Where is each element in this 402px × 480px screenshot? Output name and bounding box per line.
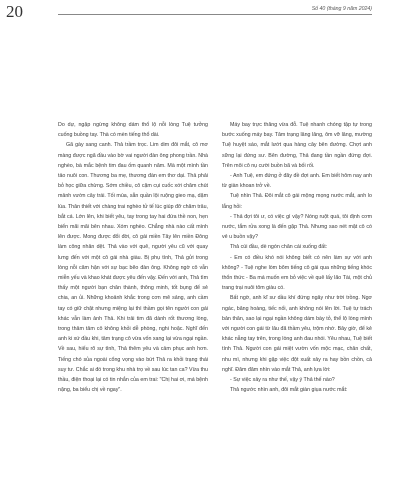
paragraph: Do dự, ngập ngừng không dám thổ lộ nỗi lòng Tuệ tưởng cuống buồng tay. Thà có mèn tiếng thổ dài. <box>58 122 208 139</box>
paragraph: - Sự việc xảy ra như thế, vậy ý Thả thế nào? <box>230 377 335 384</box>
header-rule <box>58 14 372 15</box>
paragraph: - Thả đợi tôi ư, có việc gì vậy? Nóng ruột quá, tôi định cơm nước, tắm rửa xong là đến gặp Thả. Nhưng sao nét mặt cô có vẻ u buồn vậy? <box>222 213 372 241</box>
paragraph: - Anh Tuệ, em đứng ở đây đề đợi anh. Em biết hôm nay anh từ giàn khoan trở về. <box>222 173 372 190</box>
left-column <box>58 120 208 395</box>
right-column <box>222 120 372 395</box>
page-number: 20 <box>6 2 23 21</box>
paragraph: Bất ngờ, anh kĩ sư dầu khí đứng ngây như trời trồng. Ngơ ngác, băng hoàng, tiếc nối, anh không nói lên lời. Tuệ tự trách bản thân, sao lại ngại ngần không dám bày tỏ, thể lộ lòng mình với người con gái từ lâu đã thầm yêu, trộm nhớ. Bây giờ, để kẻ khác nẫng tay trên, trong lòng anh đau nhói. Yêu nhau, Tuệ biết tính Thả. Người con gái miệt vườn vốn mộc mạc, chân chất, nhu mì, nhưng khi gặp việc đột xuất xảy ra hay bồn chồn, cả nghĩ. Đăm đăm nhìn vào mắt Thả, anh lựa lời: <box>222 295 372 373</box>
paragraph: Tuệ nhìn Thả. Đôi mắt cô gái mộng mọng nước mắt, anh lo lắng hỏi: <box>222 193 372 210</box>
paragraph: - Em có điều khó nói không biết có nên làm sự với anh không? - Tuệ nghe lòm bõm tiếng cô gái qua những tiếng khóc thổn thức - Ba má muốn em bỏ việc về quê lấy lão Tài, một chủ trang trại nuôi tôm giàu có. <box>222 254 372 292</box>
article-body <box>58 120 372 395</box>
paragraph: Thả ngước nhìn anh, đôi mắt giàn giụa nước mắt: <box>230 387 348 394</box>
paragraph: Máy bay trực thăng vừa đỗ. Tuệ nhanh chóng tập tự trong bước xuống máy bay. Tâm trạng lâng lâng, ôm vỡ lâng, mường Tuệ huyệt sáo, mắt lướt qua hàng cây bên đường. Chợt anh sững lại đứng sư. Bên đường, Thả đang tần ngần đứng đợi. Trên môi cô nụ cười buồn bã và bối rối. <box>222 122 372 169</box>
paragraph: Thả cúi đầu, dè ngón chân cái xuống đất: <box>230 244 328 251</box>
paragraph: Gã gày sang canh. Thả trầm trọc. Lim dim đôi mắt, cô mơ màng được ngã đầu vào bờ vai người đàn ông phong trần. Nhà nghèo, bà mắc bệnh tim đau ốm quanh năm. Mà một mình tần tảo nuôi con. Thương ba mẹ, thương đàn em thơ dại. Thả phải bỏ học giữa chừng. Sớm chiều, cô cặm cụi cuốc xới chăm chút mảnh vườn cây trái. Tối mùa, sẵn quần lội ruộng gieo mạ, dặm lúa. Thân thiết với chàng trai nghèo tử tế lúc giúp đỡ chăm trâu, bắt cá. Lớn lên, khi biết yêu, tay trong tay hai đứa thề non, hẹn biển mãi mãi bên nhau. Xóm nghèo. Chẳng nhà nào cất mình lên được. Mong được đổi đời, cô gái miền Tây lên miền Đông làm công nhân dệt. Thả vào với quê, người yêu cũ với quay lưng đến với một cô gái nhà giàu. Bị phụ tình, Thả gửi trong lòng nỗi căm hận với sự bạc bẽo đàn ông. Không ngờ cô vẫn miễn yếu và khao khát được yêu đến vậy. Đến với anh, Thả tìm thấy một người bạn chân thành, thông minh, tốt bụng để sẻ chia, an ủi. Những khoảnh khắc trong cơn mê sảng, anh cầm tay có giữ chặt nhưng miệng lại thì thầm gọi tên người con gái khác vẫn làm ảnh Thả. Khi trải tim đã dành rốt thương lòng, trong thâm tâm cô không khỏi dễ phòng, nghi hoặc. Nghĩ đến anh ki xứ đầu khi, tâm trạng cô vừa vốn xang lại vừa ngại ngần. Về sau, hiểu rõ sự tình, Thả thêm yêu và cảm phục anh hơn. Tiếng chó sủa ngoài cổng vọng vào bứt Thả ra khỏi trạng thái suy tư. Chắc ai đó trong khu nhà trọ về sau lúc tan ca? Vừa thu thầu, điện thoại lại có tin nhắn của em trai: "Chị hai ơi, má bệnh nặng, ba biểu chị về ngay". <box>58 142 208 394</box>
issue-info: Số 40 (tháng 9 năm 2024) <box>311 6 372 12</box>
